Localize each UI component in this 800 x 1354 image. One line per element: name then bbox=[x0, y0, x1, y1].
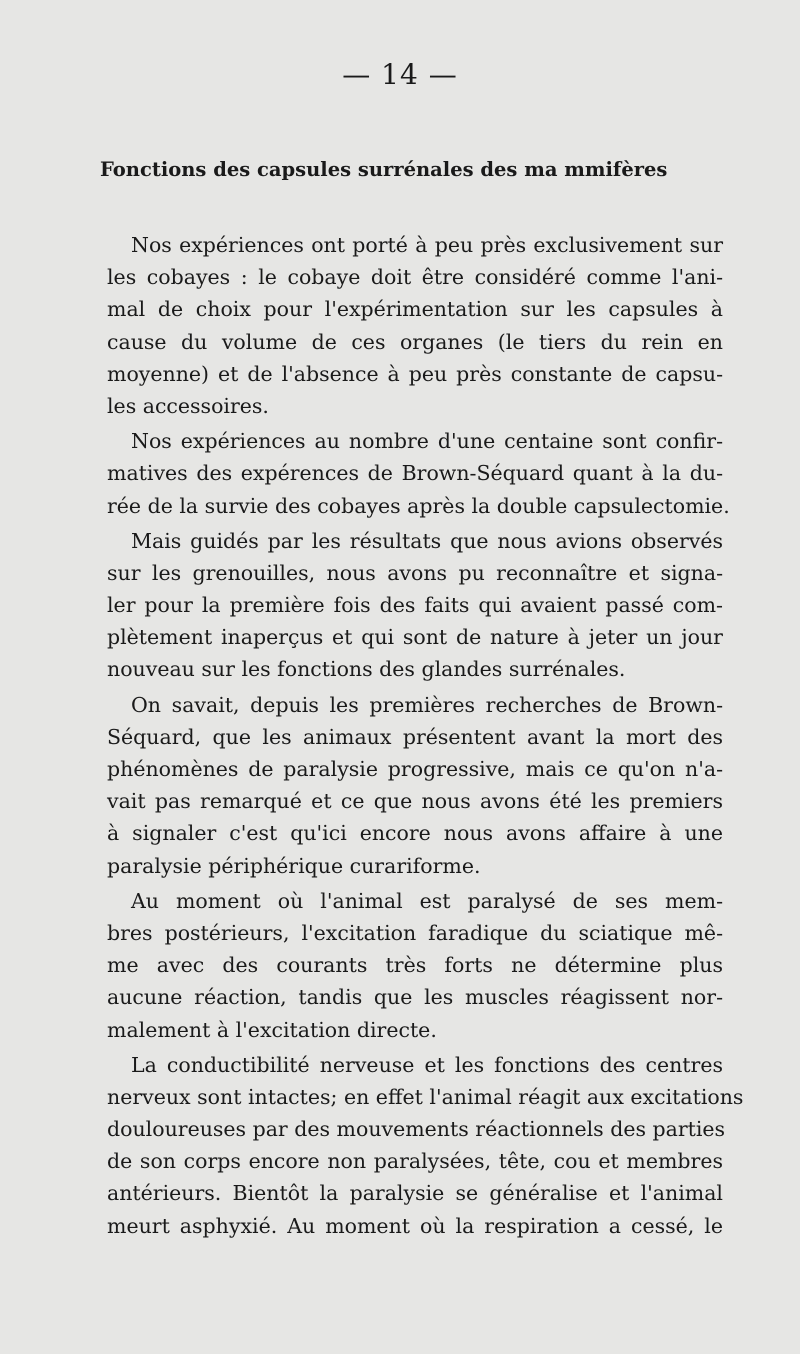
text-line: moyenne) et de l'absence à peu près constante de capsu- bbox=[107, 361, 723, 386]
paragraph bbox=[107, 425, 730, 522]
text-line: Nos expériences ont porté à peu près exclusivement sur bbox=[131, 233, 723, 257]
text-line: Nos expériences au nombre d'une centaine sont confir- bbox=[131, 429, 723, 454]
text-line: mal de choix pour l'expérimentation sur les capsules à bbox=[107, 297, 723, 322]
text-line: me avec des courants très forts ne détermine plus bbox=[107, 953, 723, 978]
text-line: matives des expérences de Brown-Séquard quant à la du- bbox=[107, 461, 723, 486]
text-line: nerveux sont intactes; en effet l'animal réagit aux excitations bbox=[107, 1084, 744, 1109]
text-line: plètement inaperçus et qui sont de nature à jeter un jour bbox=[107, 625, 723, 650]
paragraph bbox=[107, 229, 723, 422]
paragraph bbox=[107, 885, 723, 1046]
page-number: — 14 — bbox=[342, 58, 458, 91]
paragraph bbox=[107, 1049, 744, 1242]
paragraph bbox=[107, 525, 723, 686]
text-line: ler pour la première fois des faits qui avaient passé com- bbox=[107, 593, 723, 618]
text-line: de son corps encore non paralysées, tête, cou et membres bbox=[107, 1149, 723, 1174]
text-line: Séquard, que les animaux présentent avant la mort des bbox=[107, 724, 723, 749]
text-line: Mais guidés par les résultats que nous avions observés bbox=[131, 528, 723, 553]
text-line: les accessoires. bbox=[107, 393, 269, 418]
paragraph bbox=[107, 689, 723, 882]
body-text bbox=[107, 229, 744, 1242]
text-line: à signaler c'est qu'ici encore nous avons affaire à une bbox=[107, 821, 723, 846]
text-line: antérieurs. Bientôt la paralysie se généralise et l'animal bbox=[107, 1181, 723, 1206]
text-line: vait pas remarqué et ce que nous avons été les premiers bbox=[107, 789, 723, 814]
text-line: phénomènes de paralysie progressive, mais ce qu'on n'a- bbox=[107, 757, 723, 781]
text-line: aucune réaction, tandis que les muscles réagissent nor- bbox=[107, 985, 723, 1010]
text-line: les cobayes : le cobaye doit être considéré comme l'ani- bbox=[107, 265, 723, 290]
text-line: paralysie périphérique curariforme. bbox=[107, 853, 481, 878]
text-line: rée de la survie des cobayes après la double capsulectomie. bbox=[107, 493, 730, 518]
text-line: bres postérieurs, l'excitation faradique du sciatique mê- bbox=[107, 920, 723, 945]
section-title: Fonctions des capsules surrénales des ma mmifères bbox=[100, 158, 668, 181]
text-line: La conductibilité nerveuse et les fonctions des centres bbox=[131, 1052, 723, 1077]
text-line: meurt asphyxié. Au moment où la respiration a cessé, le bbox=[107, 1213, 723, 1238]
text-line: nouveau sur les fonctions des glandes surrénales. bbox=[107, 657, 626, 682]
text-line: On savait, depuis les premières recherches de Brown- bbox=[131, 692, 723, 717]
text-line: Au moment où l'animal est paralysé de ses mem- bbox=[131, 888, 723, 913]
text-line: cause du volume de ces organes (le tiers du rein en bbox=[107, 329, 723, 354]
text-line: douloureuses par des mouvements réactionnels des parties bbox=[107, 1117, 726, 1142]
text-line: malement à l'excitation directe. bbox=[107, 1017, 437, 1042]
text-line: sur les grenouilles, nous avons pu reconnaître et signa- bbox=[107, 560, 723, 585]
